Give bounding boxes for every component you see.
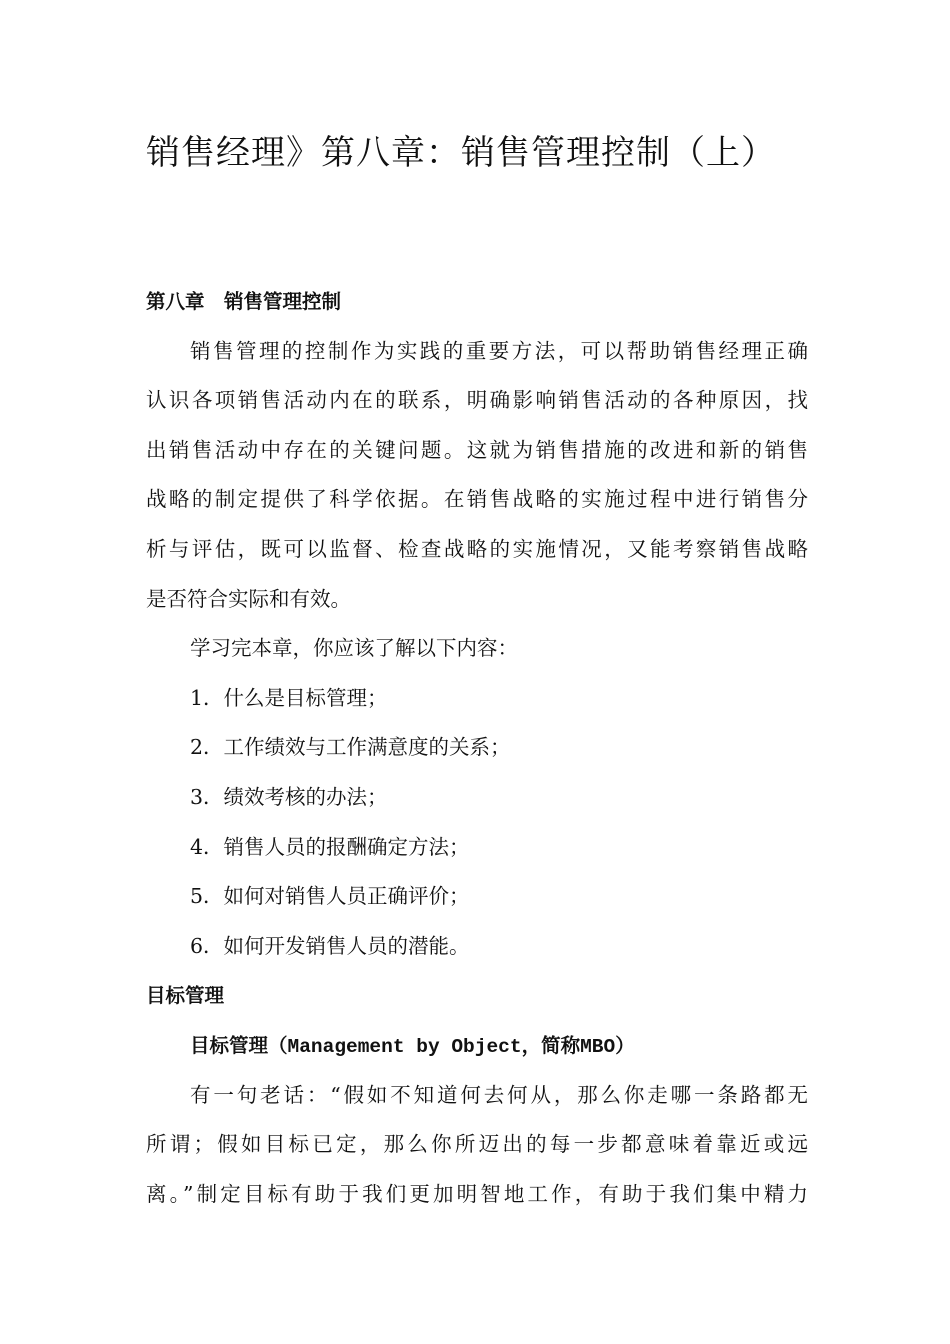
document-body (146, 277, 808, 1219)
subsection-english: Management by Object (287, 1035, 522, 1058)
learning-item: 2．工作绩效与工作满意度的关系； (190, 735, 511, 760)
mbo-line: 所谓；假如目标已定，那么你所迈出的每一步都意味着靠近或远 (146, 1132, 808, 1157)
subsection-suffix: ，简称 (521, 1033, 581, 1057)
learning-intro: 学习完本章，你应该了解以下内容： (190, 636, 518, 661)
mbo-line: 离。”制定目标有助于我们更加明智地工作，有助于我们集中精力 (146, 1181, 808, 1206)
intro-line: 销售管理的控制作为实践的重要方法，可以帮助销售经理正确 (190, 338, 808, 363)
subsection-prefix: 目标管理（ (190, 1033, 288, 1057)
intro-line: 认识各项销售活动内在的联系，明确影响销售活动的各种原因，找 (146, 388, 808, 413)
learning-item: 5．如何对销售人员正确评价； (190, 884, 470, 909)
learning-item: 4．销售人员的报酬确定方法； (190, 834, 470, 859)
document-title: 销售经理》第八章：销售管理控制（上） (146, 133, 776, 173)
chapter-heading: 第八章 销售管理控制 (146, 290, 342, 313)
subsection-heading (146, 1021, 808, 1071)
intro-line: 战略的制定提供了科学依据。在销售战略的实施过程中进行销售分 (146, 487, 808, 512)
intro-line: 出销售活动中存在的关键问题。这就为销售措施的改进和新的销售 (146, 437, 808, 462)
mbo-line: 有一句老话：“假如不知道何去何从，那么你走哪一条路都无 (190, 1082, 808, 1107)
intro-line: 析与评估，既可以监督、检查战略的实施情况，又能考察销售战略 (146, 536, 808, 561)
learning-item: 6．如何开发销售人员的潜能。 (190, 933, 470, 958)
subsection-close: ） (615, 1033, 635, 1057)
section-heading: 目标管理 (146, 984, 225, 1008)
intro-line: 是否符合实际和有效。 (146, 586, 351, 611)
learning-item: 3．绩效考核的办法； (190, 784, 388, 809)
subsection-abbr: MBO (580, 1035, 616, 1058)
learning-item: 1．什么是目标管理； (190, 685, 388, 710)
